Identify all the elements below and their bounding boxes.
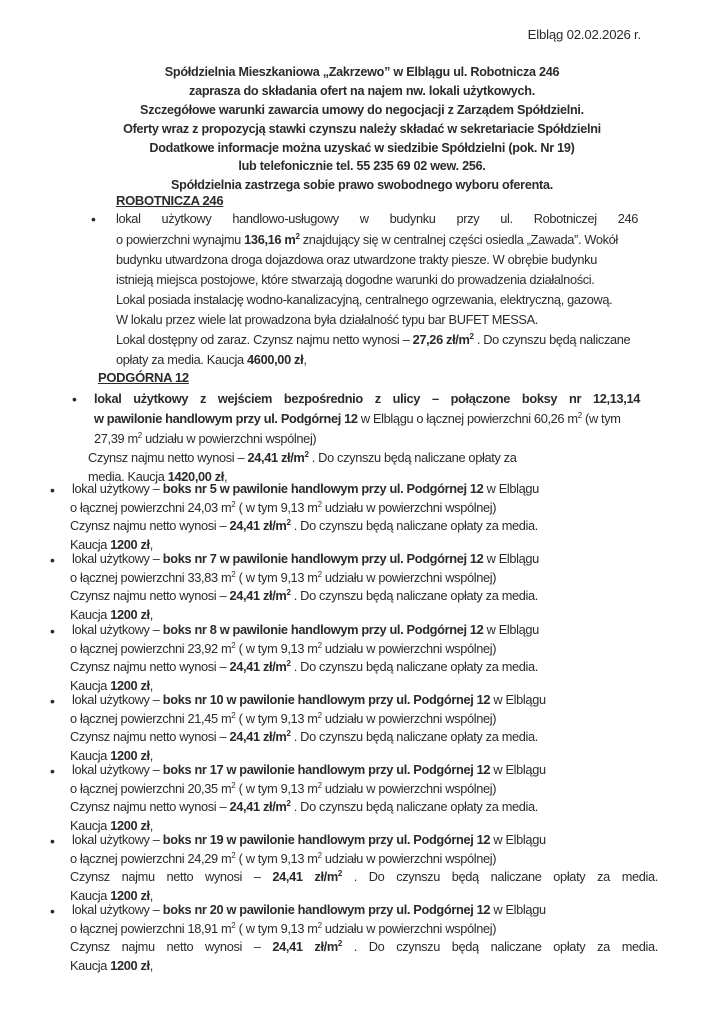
bullet-icon: • <box>50 482 55 498</box>
bullet-icon: • <box>72 391 77 407</box>
unit-area-line: o łącznej powierzchni 24,03 $m^2$ ( w tym 9,13 $m^2$ udziału w powierzchni wspólnej) <box>70 500 497 515</box>
unit-rent-line: Czynsz najmu netto wynosi – 24,41 $zł/m^2$ . Do czynszu będą naliczane opłaty za media. <box>70 869 659 884</box>
unit-area-line: o łącznej powierzchni 21,45 $m^2$ ( w tym 9,13 $m^2$ udziału w powierzchni wspólnej) <box>70 711 497 726</box>
robotnicza-line-1: lokal użytkowy handlowo-usługowy w budynku przy ul. Robotniczej 246 <box>116 211 638 226</box>
podgorna-first-line-2: w pawilonie handlowym przy ul. Podgórnej 12 w Elblągu o łącznej powierzchni 60,26 $m^2$ (w tym <box>94 411 621 426</box>
unit-rent-line: Czynsz najmu netto wynosi – 24,41 $zł/m^2$ . Do czynszu będą naliczane opłaty za media. <box>70 799 539 814</box>
unit-rent-line: Czynsz najmu netto wynosi – 24,41 $zł/m^2$ . Do czynszu będą naliczane opłaty za media. <box>70 588 539 603</box>
unit-deposit-line: Kaucja 1200 zł, <box>70 537 153 552</box>
unit-area-line: o łącznej powierzchni 23,92 $m^2$ ( w tym 9,13 $m^2$ udziału w powierzchni wspólnej) <box>70 641 497 656</box>
bullet-icon: • <box>50 833 55 849</box>
unit-deposit-line: Kaucja 1200 zł, <box>70 607 153 622</box>
podgorna-first-line-1: lokal użytkowy z wejściem bezpośrednio z ulicy – połączone boksy nr 12,13,14 <box>94 391 640 406</box>
unit-title-line: lokal użytkowy – boks nr 7 w pawilonie handlowym przy ul. Podgórnej 12 w Elblągu <box>72 551 539 566</box>
section-title-podgorna: PODGÓRNA 12 <box>98 370 189 385</box>
unit-deposit-line: Kaucja 1200 zł, <box>70 818 153 833</box>
unit-deposit-line: Kaucja 1200 zł, <box>70 888 153 903</box>
unit-title-line: lokal użytkowy – boks nr 5 w pawilonie handlowym przy ul. Podgórnej 12 w Elblągu <box>72 481 539 496</box>
podgorna-first-line-5: media. Kaucja 1420,00 zł, <box>88 469 228 484</box>
bullet-icon: • <box>91 211 96 227</box>
header-line-5: Dodatkowe informacje można uzyskać w siedzibie Spółdzielni (pok. Nr 19) <box>149 141 575 155</box>
unit-area-line: o łącznej powierzchni 18,91 $m^2$ ( w tym 9,13 $m^2$ udziału w powierzchni wspólnej) <box>70 921 497 936</box>
header-line-6: lub telefonicznie tel. 55 235 69 02 wew. 256. <box>238 159 486 173</box>
unit-area-line: o łącznej powierzchni 20,35 $m^2$ ( w tym 9,13 $m^2$ udziału w powierzchni wspólnej) <box>70 781 497 796</box>
header-line-7: Spółdzielnia zastrzega sobie prawo swobodnego wyboru oferenta. <box>171 178 553 192</box>
bullet-icon: • <box>50 763 55 779</box>
unit-rent-line: Czynsz najmu netto wynosi – 24,41 $zł/m^2$ . Do czynszu będą naliczane opłaty za media. <box>70 729 539 744</box>
robotnicza-line-7: Lokal dostępny od zaraz. Czynsz najmu netto wynosi – 27,26 $zł/m^2$ . Do czynszu będą naliczane <box>116 332 631 347</box>
header-line-2: zaprasza do składania ofert na najem nw. lokali użytkowych. <box>189 84 535 98</box>
unit-title-line: lokal użytkowy – boks nr 8 w pawilonie handlowym przy ul. Podgórnej 12 w Elblągu <box>72 622 539 637</box>
unit-deposit-line: Kaucja 1200 zł, <box>70 748 153 763</box>
robotnicza-line-8: opłaty za media. Kaucja 4600,00 zł, <box>116 352 307 367</box>
unit-title-line: lokal użytkowy – boks nr 19 w pawilonie handlowym przy ul. Podgórnej 12 w Elblągu <box>72 832 546 847</box>
unit-area-line: o łącznej powierzchni 33,83 $m^2$ ( w tym 9,13 $m^2$ udziału w powierzchni wspólnej) <box>70 570 497 585</box>
robotnicza-line-2: o powierzchni wynajmu 136,16 $m^2$ znajdujący się w centralnej części osiedla „Zawada”. Wokół <box>116 232 618 247</box>
unit-rent-line: Czynsz najmu netto wynosi – 24,41 $zł/m^2$ . Do czynszu będą naliczane opłaty za media. <box>70 518 539 533</box>
robotnicza-line-5: Lokal posiada instalację wodno-kanalizacyjną, centralnego ogrzewania, elektryczną, gazową. <box>116 292 613 307</box>
section-title-robotnicza: ROBOTNICZA 246 <box>116 193 224 208</box>
podgorna-first-line-3: 27,39 $m^2$ udziału w powierzchni wspólnej) <box>94 431 317 446</box>
unit-title-line: lokal użytkowy – boks nr 17 w pawilonie handlowym przy ul. Podgórnej 12 w Elblągu <box>72 762 546 777</box>
header-line-1: Spółdzielnia Mieszkaniowa „Zakrzewo” w Elblągu ul. Robotnicza 246 <box>164 65 560 79</box>
robotnicza-line-6: W lokalu przez wiele lat prowadzona była działalność typu bar BUFET MESSA. <box>116 312 538 327</box>
unit-deposit-line: Kaucja 1200 zł, <box>70 678 153 693</box>
robotnicza-line-4: istnieją miejsca postojowe, które stwarzają dogodne warunki do prowadzenia działalności. <box>116 272 595 287</box>
unit-deposit-line: Kaucja 1200 zł, <box>70 958 153 973</box>
header-line-3: Szczegółowe warunki zawarcia umowy do negocjacji z Zarządem Spółdzielni. <box>140 103 584 117</box>
unit-area-line: o łącznej powierzchni 24,29 $m^2$ ( w tym 9,13 $m^2$ udziału w powierzchni wspólnej) <box>70 851 497 866</box>
bullet-icon: • <box>50 552 55 568</box>
unit-title-line: lokal użytkowy – boks nr 10 w pawilonie handlowym przy ul. Podgórnej 12 w Elblągu <box>72 692 546 707</box>
bullet-icon: • <box>50 623 55 639</box>
bullet-icon: • <box>50 693 55 709</box>
document-date: Elbląg 02.02.2026 r. <box>527 27 641 42</box>
podgorna-first-line-4: Czynsz najmu netto wynosi – 24,41 $zł/m^2$ . Do czynszu będą naliczane opłaty za <box>88 450 517 465</box>
unit-rent-line: Czynsz najmu netto wynosi – 24,41 $zł/m^2$ . Do czynszu będą naliczane opłaty za media. <box>70 659 539 674</box>
header-line-4: Oferty wraz z propozycją stawki czynszu należy składać w sekretariacie Spółdzielni <box>123 122 601 136</box>
bullet-icon: • <box>50 903 55 919</box>
unit-title-line: lokal użytkowy – boks nr 20 w pawilonie handlowym przy ul. Podgórnej 12 w Elblągu <box>72 902 546 917</box>
robotnicza-line-3: budynku utwardzona droga dojazdowa oraz utwardzone trakty piesze. W obrębie budynku <box>116 252 597 267</box>
unit-rent-line: Czynsz najmu netto wynosi – 24,41 $zł/m^2$ . Do czynszu będą naliczane opłaty za media. <box>70 939 659 954</box>
